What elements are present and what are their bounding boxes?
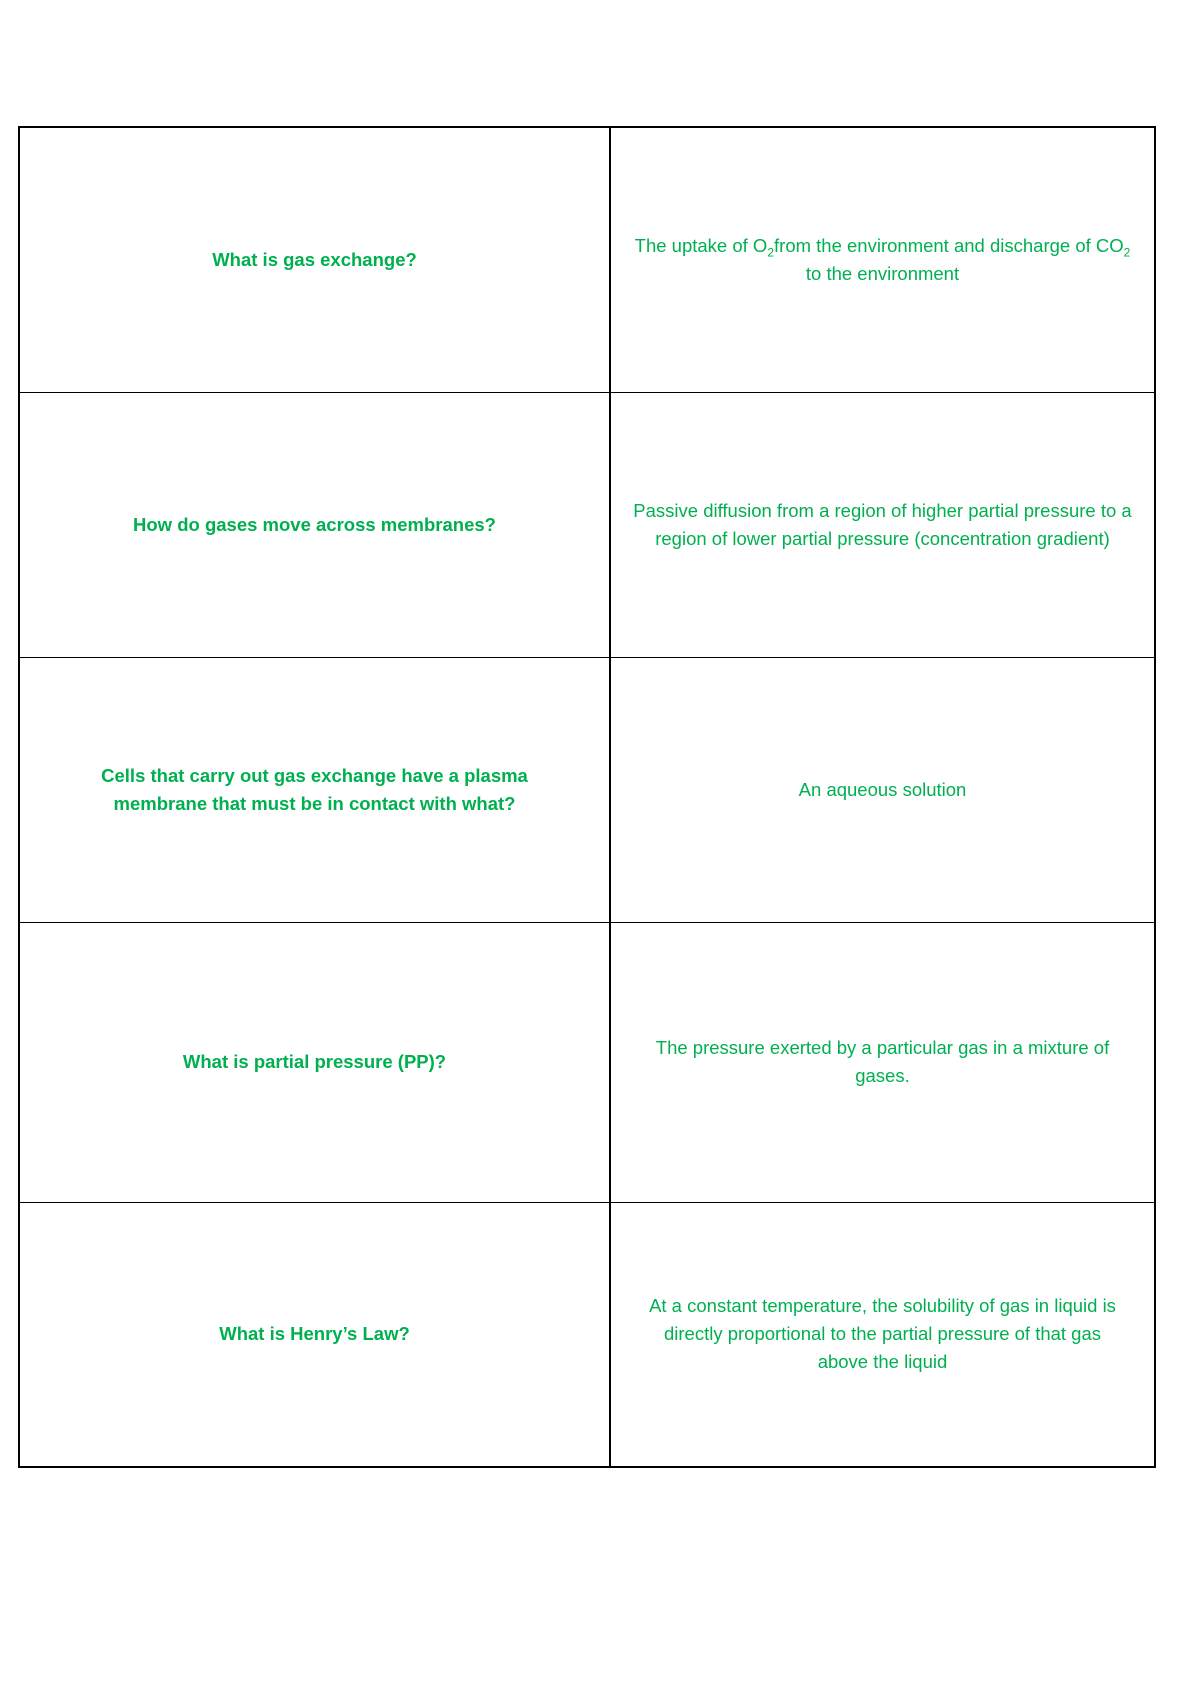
answer-text <box>625 232 1140 260</box>
answer-text: region of lower partial pressure (concentration gradient) <box>655 527 1110 549</box>
question-cell <box>19 392 610 657</box>
flashcard-row <box>19 127 1155 392</box>
question-cell <box>19 657 610 922</box>
answer-text: The pressure exerted by a particular gas in a mixture of <box>655 1037 1110 1058</box>
answer-text: gases. <box>855 1065 910 1086</box>
flashcard-row <box>19 657 1155 922</box>
subscript-2: 2 <box>1123 245 1131 260</box>
answer-text: At a constant temperature, the solubility of gas in liquid is <box>649 1295 1116 1317</box>
answer-cell <box>610 392 1155 657</box>
answer-text: directly proportional to the partial pressure of that gas <box>663 1323 1102 1345</box>
answer-text-part: The uptake of O <box>634 234 768 256</box>
question-text: Cells that carry out gas exchange have a plasma <box>101 764 528 786</box>
answer-text-part: from the environment and discharge of CO <box>774 234 1124 256</box>
flashcard-row <box>19 392 1155 657</box>
subscript-2: 2 <box>767 245 775 260</box>
answer-cell <box>610 657 1155 922</box>
question-text: What is Henry’s Law? <box>219 1323 410 1345</box>
flashcard-row <box>19 1202 1155 1467</box>
question-cell <box>19 127 610 392</box>
answer-text: above the liquid <box>817 1351 948 1373</box>
answer-cell <box>610 127 1155 392</box>
question-text: What is gas exchange? <box>212 248 417 270</box>
flashcard-row <box>19 922 1155 1202</box>
answer-cell <box>610 922 1155 1202</box>
answer-text: An aqueous solution <box>798 778 967 800</box>
question-cell <box>19 922 610 1202</box>
question-text: How do gases move across membranes? <box>133 513 496 535</box>
flashcard-table <box>18 126 1156 1468</box>
question-text: What is partial pressure (PP)? <box>182 1051 447 1072</box>
question-cell <box>19 1202 610 1467</box>
answer-text: to the environment <box>805 262 960 284</box>
question-text: membrane that must be in contact with what? <box>113 792 516 814</box>
answer-cell <box>610 1202 1155 1467</box>
answer-text: Passive diffusion from a region of higher partial pressure to a <box>633 499 1132 521</box>
